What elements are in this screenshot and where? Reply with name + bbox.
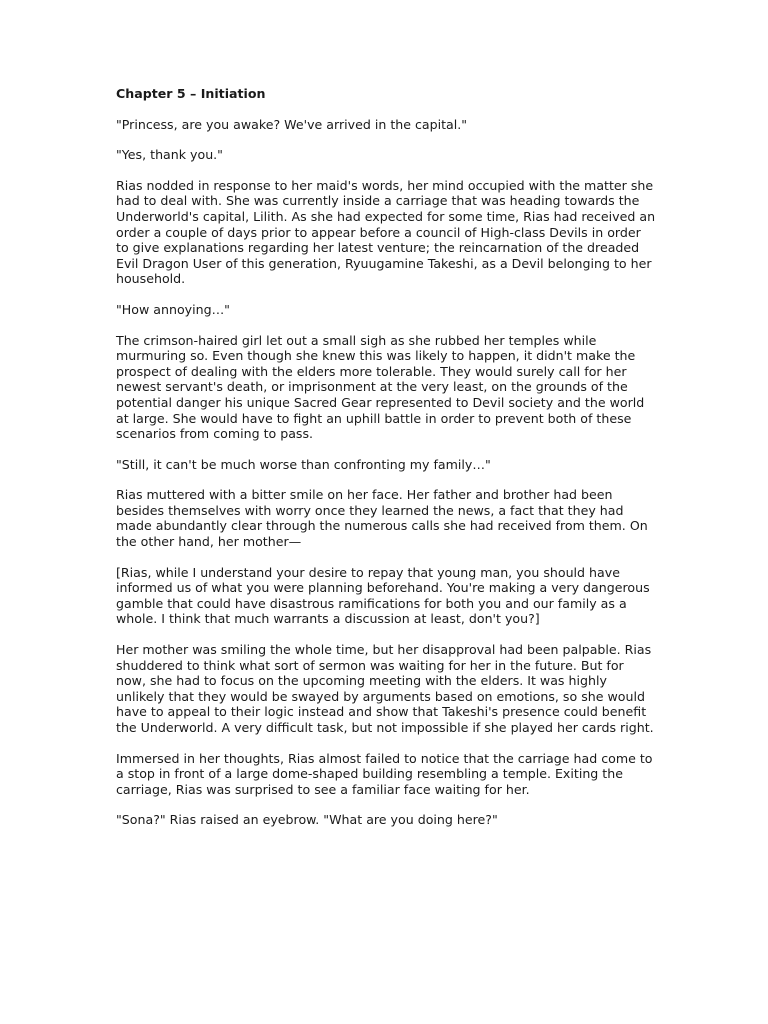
paragraph-6: "Still, it can't be much worse than confronting my family…" [116, 456, 491, 472]
paragraph-10: Immersed in her thoughts, Rias almost failed to notice that the carriage had come to a stop in front of a large dome-shaped building resembling a temple. Exiting the carriage, Rias was surprised to see a familiar face waiting for her. [116, 750, 653, 797]
paragraph-2: "Yes, thank you." [116, 147, 223, 163]
paragraph-8: [Rias, while I understand your desire to repay that young man, you should have informed us of what you were planning beforehand. You're making a very dangerous gamble that could have disastrous ramifications for both you and our family as a whole. I think that much warrants a discussion at least, don't you?] [116, 564, 650, 627]
document-body [116, 86, 656, 843]
paragraph-11: "Sona?" Rias raised an eyebrow. "What are you doing here?" [116, 812, 498, 828]
paragraph-5: The crimson-haired girl let out a small sigh as she rubbed her temples while murmuring so. Even though she knew this was likely to happen, it didn't make the prospect of dealing with the elders more tolerable. They would surely call for her newest servant's death, or imprisonment at the very least, on the grounds of the potential danger his unique Sacred Gear represented to Devil society and the world at large. She would have to fight an uphill battle in order to prevent both of these scenarios from coming to pass. [116, 332, 645, 442]
chapter-title: Chapter 5 – Initiation [116, 86, 266, 101]
paragraph-7: Rias muttered with a bitter smile on her face. Her father and brother had been besides themselves with worry once they learned the news, a fact that they had made abundantly clear through the numerous calls she had received from them. On the other hand, her mother— [116, 487, 648, 550]
paragraph-9: Her mother was smiling the whole time, but her disapproval had been palpable. Rias shuddered to think what sort of sermon was waiting for her in the future. But for now, she had to focus on the upcoming meeting with the elders. It was highly unlikely that they would be swayed by arguments based on emotions, so she would have to appeal to their logic instead and show that Takeshi's presence could benefit the Underworld. A very difficult task, but not impossible if she played her cards right. [116, 642, 654, 735]
paragraph-4: "How annoying…" [116, 301, 230, 317]
paragraph-3: Rias nodded in response to her maid's words, her mind occupied with the matter she had to deal with. She was currently inside a carriage that was heading towards the Underworld's capital, Lilith. As she had expected for some time, Rias had received an order a couple of days prior to appear before a council of High-class Devils in order to give explanations regarding her latest venture; the reincarnation of the dreaded Evil Dragon User of this generation, Ryuugamine Takeshi, as a Devil belonging to her household. [116, 177, 656, 287]
paragraph-1: "Princess, are you awake? We've arrived in the capital." [116, 116, 468, 132]
